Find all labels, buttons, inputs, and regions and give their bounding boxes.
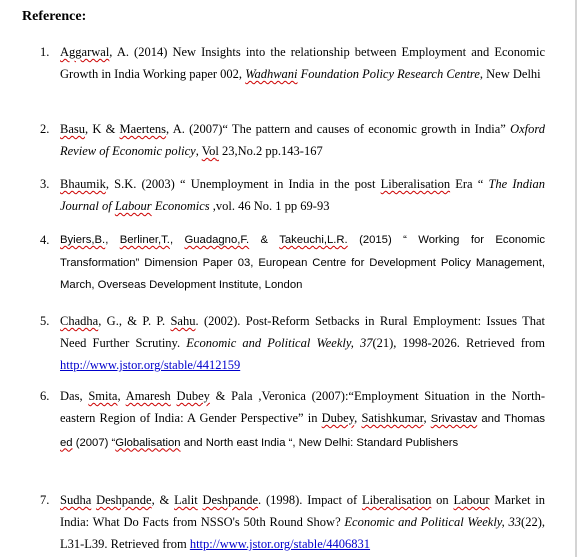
spellcheck-flagged-word: Liberalisation xyxy=(361,493,432,507)
spellcheck-flagged-word: Smita xyxy=(88,389,118,403)
reference-number: 3. xyxy=(40,177,50,191)
reference-number: 1. xyxy=(40,45,50,59)
reference-item xyxy=(40,310,545,376)
spellcheck-flagged-word: Sahu xyxy=(170,314,196,328)
spellcheck-flagged-word: Aggarwal xyxy=(60,45,110,59)
reference-item xyxy=(40,41,545,85)
reference-text-segment: Market in India: What Do Facts from NSSO's 50th Round Show? xyxy=(60,493,546,529)
reference-item xyxy=(40,229,545,297)
reference-text-segment: (21), 1998-2026. Retrieved from xyxy=(372,336,546,350)
reference-text-segment: , S.K. (2003) “ Unemployment in India in the post xyxy=(105,177,381,191)
reference-text-segment: . (1998). Impact of xyxy=(258,493,362,507)
spellcheck-flagged-word: Dubey xyxy=(176,389,210,403)
spellcheck-flagged-word: Deshpande xyxy=(96,493,152,507)
spellcheck-flagged-word: Globalisation xyxy=(115,436,181,449)
spellcheck-flagged-word: Srivastav xyxy=(430,413,478,425)
spellcheck-flagged-word: Labour xyxy=(453,493,490,507)
reference-text-segment: , xyxy=(169,234,185,246)
reference-text-segment: and North east India “, New Delhi: Standard Publishers xyxy=(180,436,459,449)
reference-heading: Reference: xyxy=(22,9,87,24)
reference-text-segment: , New Delhi xyxy=(479,67,541,81)
reference-number: 4. xyxy=(40,233,50,247)
reference-item xyxy=(40,489,545,555)
reference-number: 2. xyxy=(40,122,50,136)
spellcheck-flagged-word: Chadha xyxy=(60,314,99,328)
reference-number: 7. xyxy=(40,493,50,507)
reference-text-segment: , K & xyxy=(85,122,120,136)
spellcheck-flagged-word: Wadhwani xyxy=(245,67,298,81)
reference-text-segment: & xyxy=(249,234,280,246)
reference-item xyxy=(40,173,545,217)
reference-text xyxy=(60,310,545,376)
reference-text-segment: , G., & P. P. xyxy=(98,314,171,328)
spellcheck-flagged-word: Deshpande xyxy=(202,493,259,507)
reference-text xyxy=(60,118,545,162)
reference-text xyxy=(60,41,545,85)
reference-link[interactable]: http://www.jstor.org/stable/4412159 xyxy=(60,358,241,372)
reference-text-segment: , & xyxy=(151,493,175,507)
reference-text xyxy=(60,385,545,454)
spellcheck-flagged-word: Byiers,B. xyxy=(60,234,106,246)
reference-text-segment: Era “ xyxy=(450,177,489,191)
reference-item xyxy=(40,118,545,162)
reference-text-segment: Economic and Political Weekly, 33 xyxy=(344,515,522,529)
spellcheck-flagged-word: Dubey xyxy=(321,411,355,425)
reference-link[interactable]: http://www.jstor.org/stable/4406831 xyxy=(189,537,371,551)
reference-text xyxy=(60,229,545,297)
spellcheck-flagged-word: Vol xyxy=(201,144,219,158)
spellcheck-flagged-word: Liberalisation xyxy=(380,177,451,191)
reference-text-segment: Economics xyxy=(151,199,210,213)
reference-text-segment: Foundation Policy Research Centre xyxy=(297,67,480,81)
reference-number: 6. xyxy=(40,389,50,403)
reference-text-segment: (2007) “ xyxy=(72,436,116,449)
reference-text-segment: Das, xyxy=(60,389,89,403)
spellcheck-flagged-word: Lalit xyxy=(174,493,198,507)
reference-text-segment: , xyxy=(105,234,120,246)
reference-text-segment: on xyxy=(431,493,454,507)
reference-text-segment: & Pala ,Veronica (2007):“Employment Situation in the North-eastern Region of India: A Gender Perspective” in xyxy=(60,389,545,425)
spellcheck-flagged-word: Basu xyxy=(60,122,85,136)
spellcheck-flagged-word: Bhaumik xyxy=(60,177,106,191)
reference-text-segment: (2015) “ Working for Economic Transformation” Dimension Paper 03, European Centre for Development Policy Management, March, Overseas Development Institute, London xyxy=(60,234,545,291)
reference-text-segment: Economic and Political Weekly, 37 xyxy=(186,336,373,350)
reference-text-segment: , A. (2007)“ The pattern and causes of economic growth in India” xyxy=(166,122,511,136)
reference-text-segment: , xyxy=(423,411,431,425)
spellcheck-flagged-word: Sudha xyxy=(60,493,92,507)
spellcheck-flagged-word: Labour xyxy=(114,199,152,213)
reference-text-segment: , A. (2014) New Insights into the relationship between Employment and Economic Growth in India Working paper 002, xyxy=(60,45,545,81)
spellcheck-flagged-word: Guadagno,F. xyxy=(184,234,250,246)
reference-text xyxy=(60,489,545,555)
spellcheck-flagged-word: Satishkumar xyxy=(361,411,424,425)
reference-text-segment: , xyxy=(195,144,202,158)
reference-text-segment: 23,No.2 pp.143-167 xyxy=(218,144,323,158)
reference-text-segment: , xyxy=(117,389,126,403)
reference-number: 5. xyxy=(40,314,50,328)
spellcheck-flagged-word: Berliner,T. xyxy=(119,234,170,246)
reference-text-segment: (22), L31-L39. Retrieved from xyxy=(60,515,545,551)
spellcheck-flagged-word: Takeuchi,L.R. xyxy=(279,234,348,246)
reference-text-segment: Oxford Review of Economic policy xyxy=(60,122,546,158)
reference-text-segment: and Thomas xyxy=(477,413,545,425)
reference-text-segment: ,vol. 46 No. 1 pp 69-93 xyxy=(209,199,330,213)
reference-text xyxy=(60,173,545,217)
reference-text-segment: The Indian Journal of xyxy=(60,177,545,213)
spellcheck-flagged-word: Maertens xyxy=(119,122,167,136)
reference-item xyxy=(40,385,545,454)
spellcheck-flagged-word: ed xyxy=(60,436,73,449)
spellcheck-flagged-word: Amaresh xyxy=(125,389,171,403)
reference-text-segment: , xyxy=(354,411,362,425)
reference-text-segment: . (2002). Post-Reform Setbacks in Rural Employment: Issues That Need Further Scrutiny. xyxy=(60,314,546,350)
